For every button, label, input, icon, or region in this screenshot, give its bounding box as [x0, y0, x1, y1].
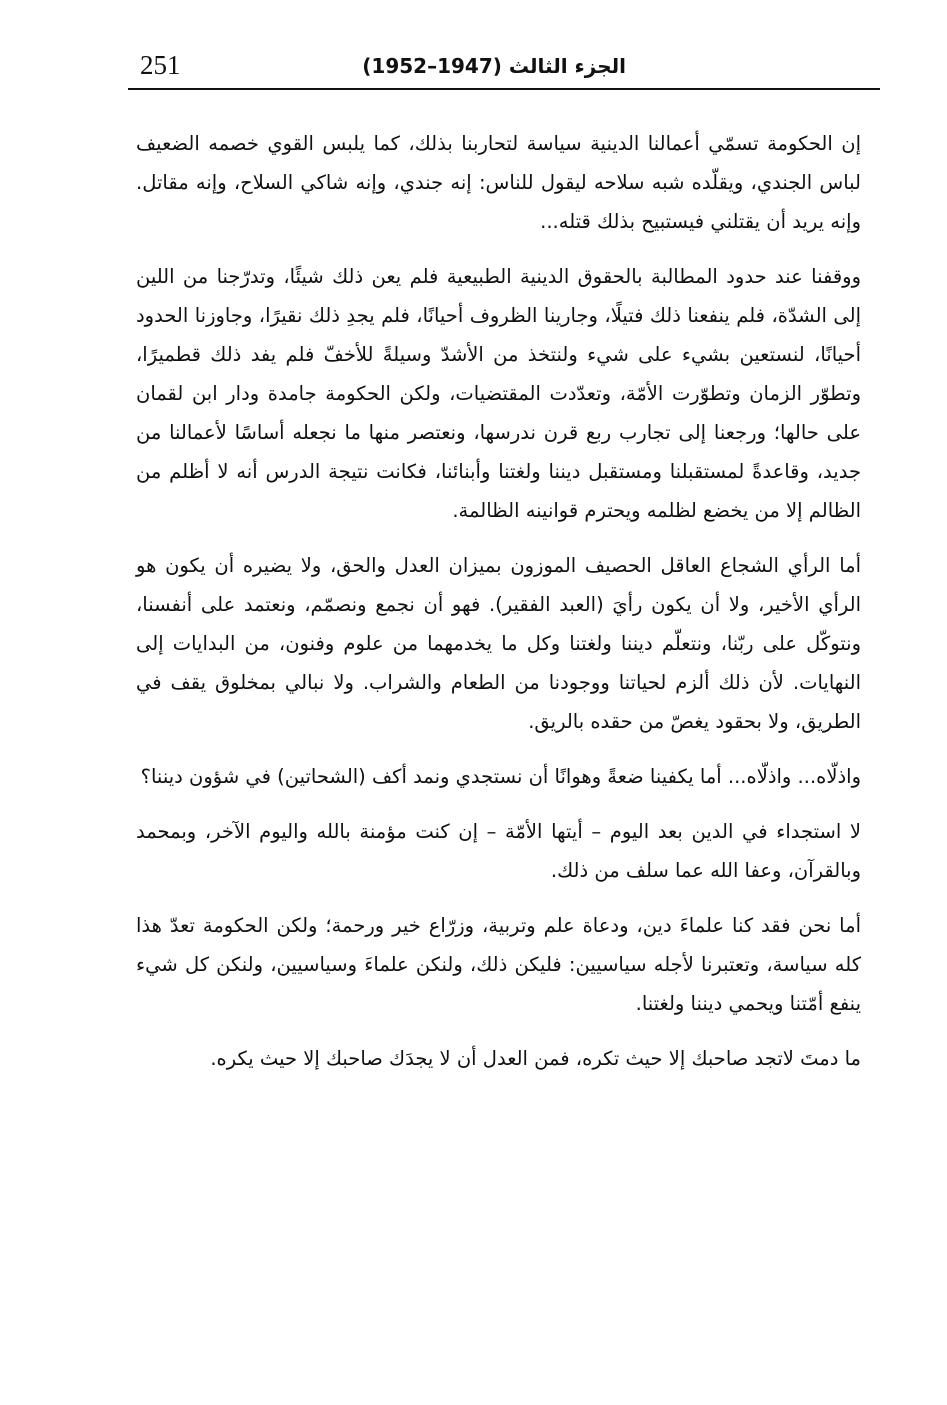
paragraph-2: ووقفنا عند حدود المطالبة بالحقوق الدينية الطبيعية فلم يعن ذلك شيئًا، وتدرّجنا من اللين إلى الشدّة، فلم ينفعنا ذلك فتيلًا، وجارينا الظروف أحيانًا، فلم يجدِ ذلك نقيرًا، وجاوزنا الحدود أحيانًا، لنستعين بشيء على شيء ولنتخذ من الأشدّ وسيلةً للأخفّ فلم يفد ذلك قطميرًا، وتطوّر الزمان وتطوّرت الأمّة، وتعدّدت المقتضيات، ولكن الحكومة جامدة ودار ابن لقمان على حالها؛ ورجعنا إلى تجارب ربع قرن ندرسها، ونعتصر منها ما نجعله أساسًا لأعمالنا من جديد، وقاعدةً لمستقبلنا ومستقبل ديننا ولغتنا وأبنائنا، فكانت نتيجة الدرس أنه لا أظلم من الظالم إلا من يخضع لظلمه ويحترم قوانينه الظالمة.: [136, 265, 861, 522]
paragraph-7: ما دمتَ لاتجد صاحبك إلا حيث تكره، فمن العدل أن لا يجدَك صاحبك إلا حيث يكره.: [210, 1047, 861, 1070]
paragraph-3: أما الرأي الشجاع العاقل الحصيف الموزون بميزان العدل والحق، ولا يضيره أن يكون هو الرأي الأخير، ولا أن يكون رأيَ (العبد الفقير). فهو أن نجمع ونصمّم، ونعتمد على أنفسنا، ونتوكّل على ربّنا، ونتعلّم ديننا ولغتنا وكل ما يخدمهما من علوم وفنون، من البدايات إلى النهايات. لأن ذلك ألزم لحياتنا ووجودنا من الطعام والشراب. ولا نبالي بمخلوق يقف في الطريق، ولا بحقود يغصّ من حقده بالريق.: [136, 554, 861, 733]
paragraph-1: إن الحكومة تسمّي أعمالنا الدينية سياسة لتحاربنا بذلك، كما يلبس القوي خصمه الضعيف لباس الجندي، ويقلّده شبه سلاحه ليقول للناس: إنه جندي، وإنه شاكي السلاح، وإنه مقاتل. وإنه يريد أن يقتلني فيستبيح بذلك قتله...: [136, 132, 861, 233]
paragraph-6: أما نحن فقد كنا علماءَ دين، ودعاة علم وتربية، وزرّاع خير ورحمة؛ ولكن الحكومة تعدّ هذا كله سياسة، وتعتبرنا لأجله سياسيين: فليكن ذلك، ولنكن علماءَ وسياسيين، ولنكن كل شيء ينفع أمّتنا ويحمي ديننا ولغتنا.: [136, 914, 861, 1015]
running-title: الجزء الثالث (1947–1952): [362, 54, 626, 78]
paragraph-4: واذلّاه... واذلّاه... أما يكفينا ضعةً وهوانًا أن نستجدي ونمد أكف (الشحاتين) في شؤون ديننا؟: [140, 765, 861, 788]
page-number: 251: [140, 50, 181, 80]
paragraph-5: لا استجداء في الدين بعد اليوم – أيتها الأمّة – إن كنت مؤمنة بالله واليوم الآخر، وبمحمد وبالقرآن، وعفا الله عما سلف من ذلك.: [136, 820, 861, 882]
page-body: [136, 124, 861, 1094]
header-rule: [128, 88, 880, 90]
page-header: [128, 44, 880, 90]
